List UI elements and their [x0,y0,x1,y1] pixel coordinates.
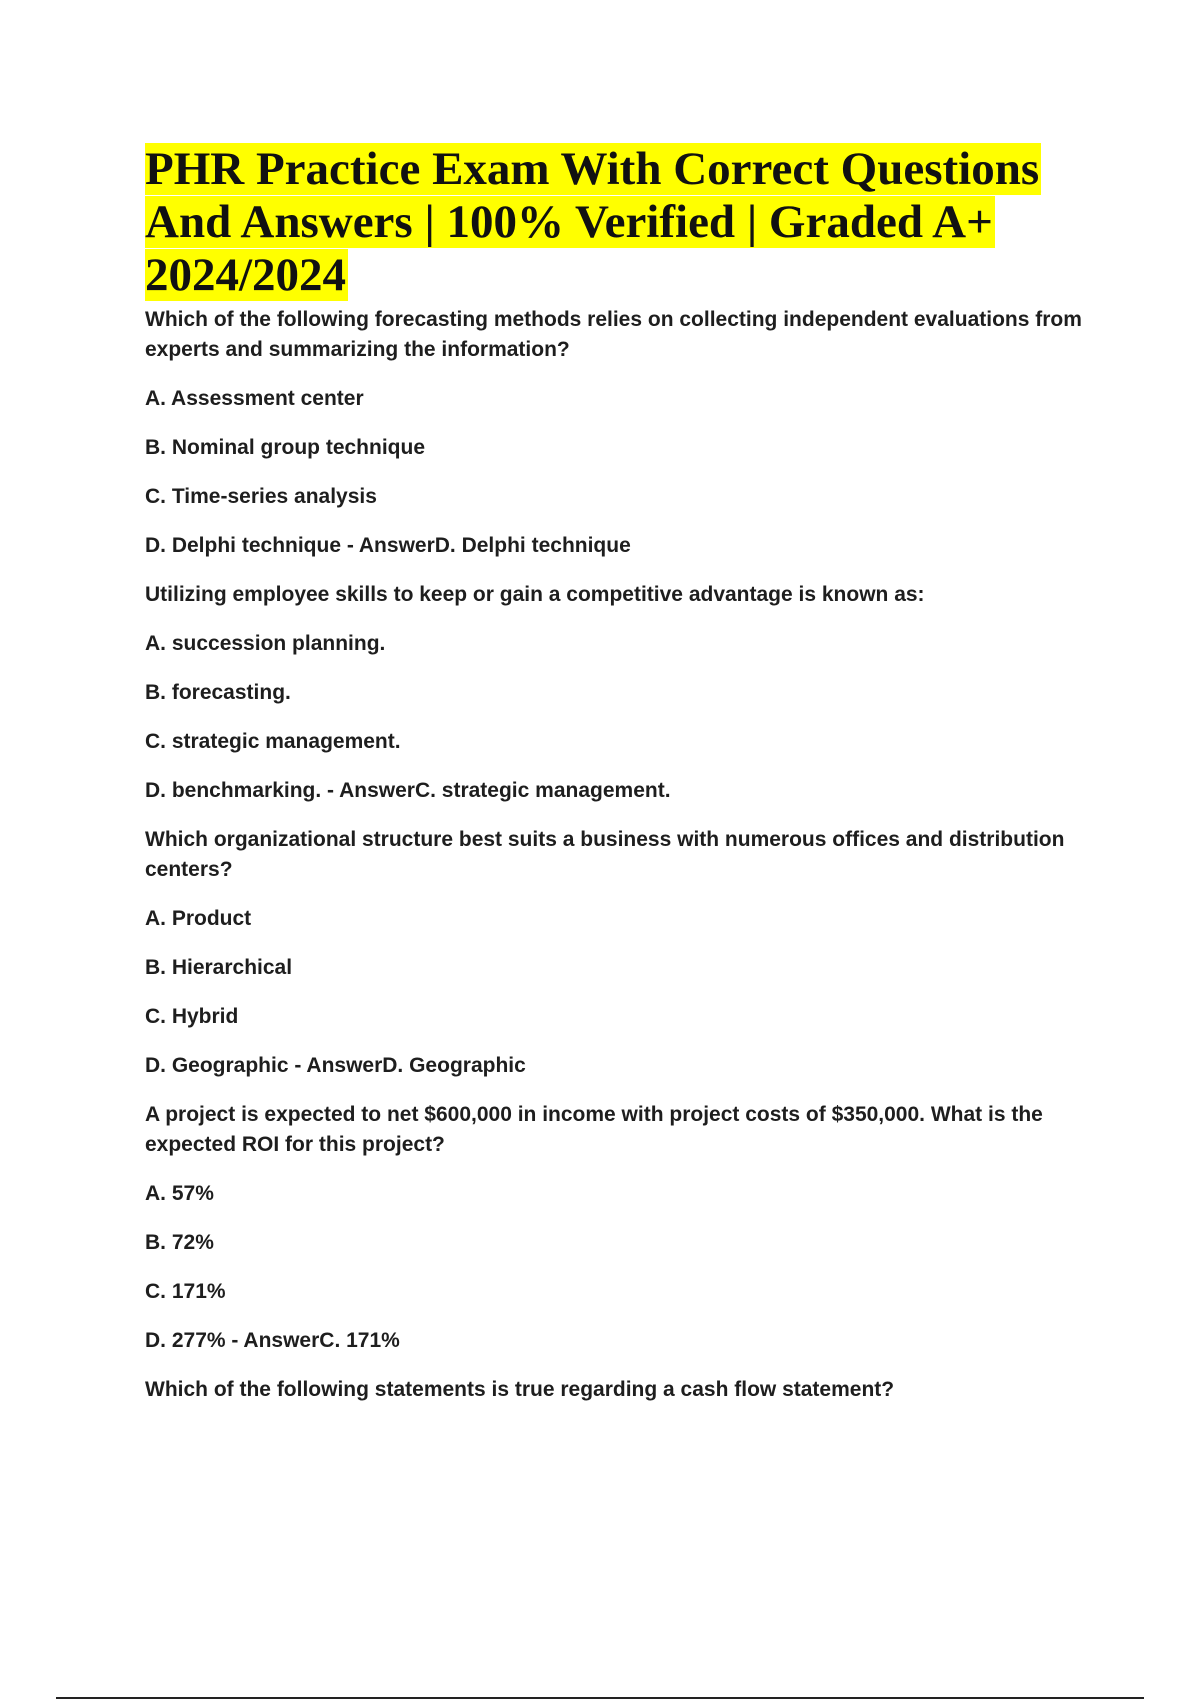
question-1-option-a: A. Assessment center [145,387,364,410]
question-3-option-d-answer: D. Geographic - AnswerD. Geographic [145,1054,526,1077]
question-3-option-c: C. Hybrid [145,1005,239,1028]
question-5: Which of the following statements is true regarding a cash flow statement? [145,1378,895,1401]
page-bottom-rule [56,1697,1144,1699]
question-2-option-a: A. succession planning. [145,632,386,655]
question-3: Which organizational structure best suits a business with numerous offices and distribution centers? [145,828,1065,881]
question-4-option-a: A. 57% [145,1182,214,1205]
document-title [145,143,1105,302]
document-body [145,305,1105,1424]
question-4-option-b: B. 72% [145,1231,214,1254]
question-2-option-b: B. forecasting. [145,681,291,704]
question-4: A project is expected to net $600,000 in income with project costs of $350,000. What is the expected ROI for this project? [145,1103,1043,1156]
question-2: Utilizing employee skills to keep or gain a competitive advantage is known as: [145,583,925,606]
question-4-option-c: C. 171% [145,1280,226,1303]
question-1-option-d-answer: D. Delphi technique - AnswerD. Delphi technique [145,534,631,557]
question-2-option-c: C. strategic management. [145,730,401,753]
document-title-text: PHR Practice Exam With Correct Questions And Answers | 100% Verified | Graded A+ 2024/2024 [145,143,1040,301]
question-1: Which of the following forecasting methods relies on collecting independent evaluations from experts and summarizing the information? [145,308,1082,361]
question-1-option-b: B. Nominal group technique [145,436,426,459]
question-4-option-d-answer: D. 277% - AnswerC. 171% [145,1329,400,1352]
question-1-option-c: C. Time-series analysis [145,485,377,508]
question-2-option-d-answer: D. benchmarking. - AnswerC. strategic management. [145,779,671,802]
question-3-option-a: A. Product [145,907,252,930]
question-3-option-b: B. Hierarchical [145,956,293,979]
